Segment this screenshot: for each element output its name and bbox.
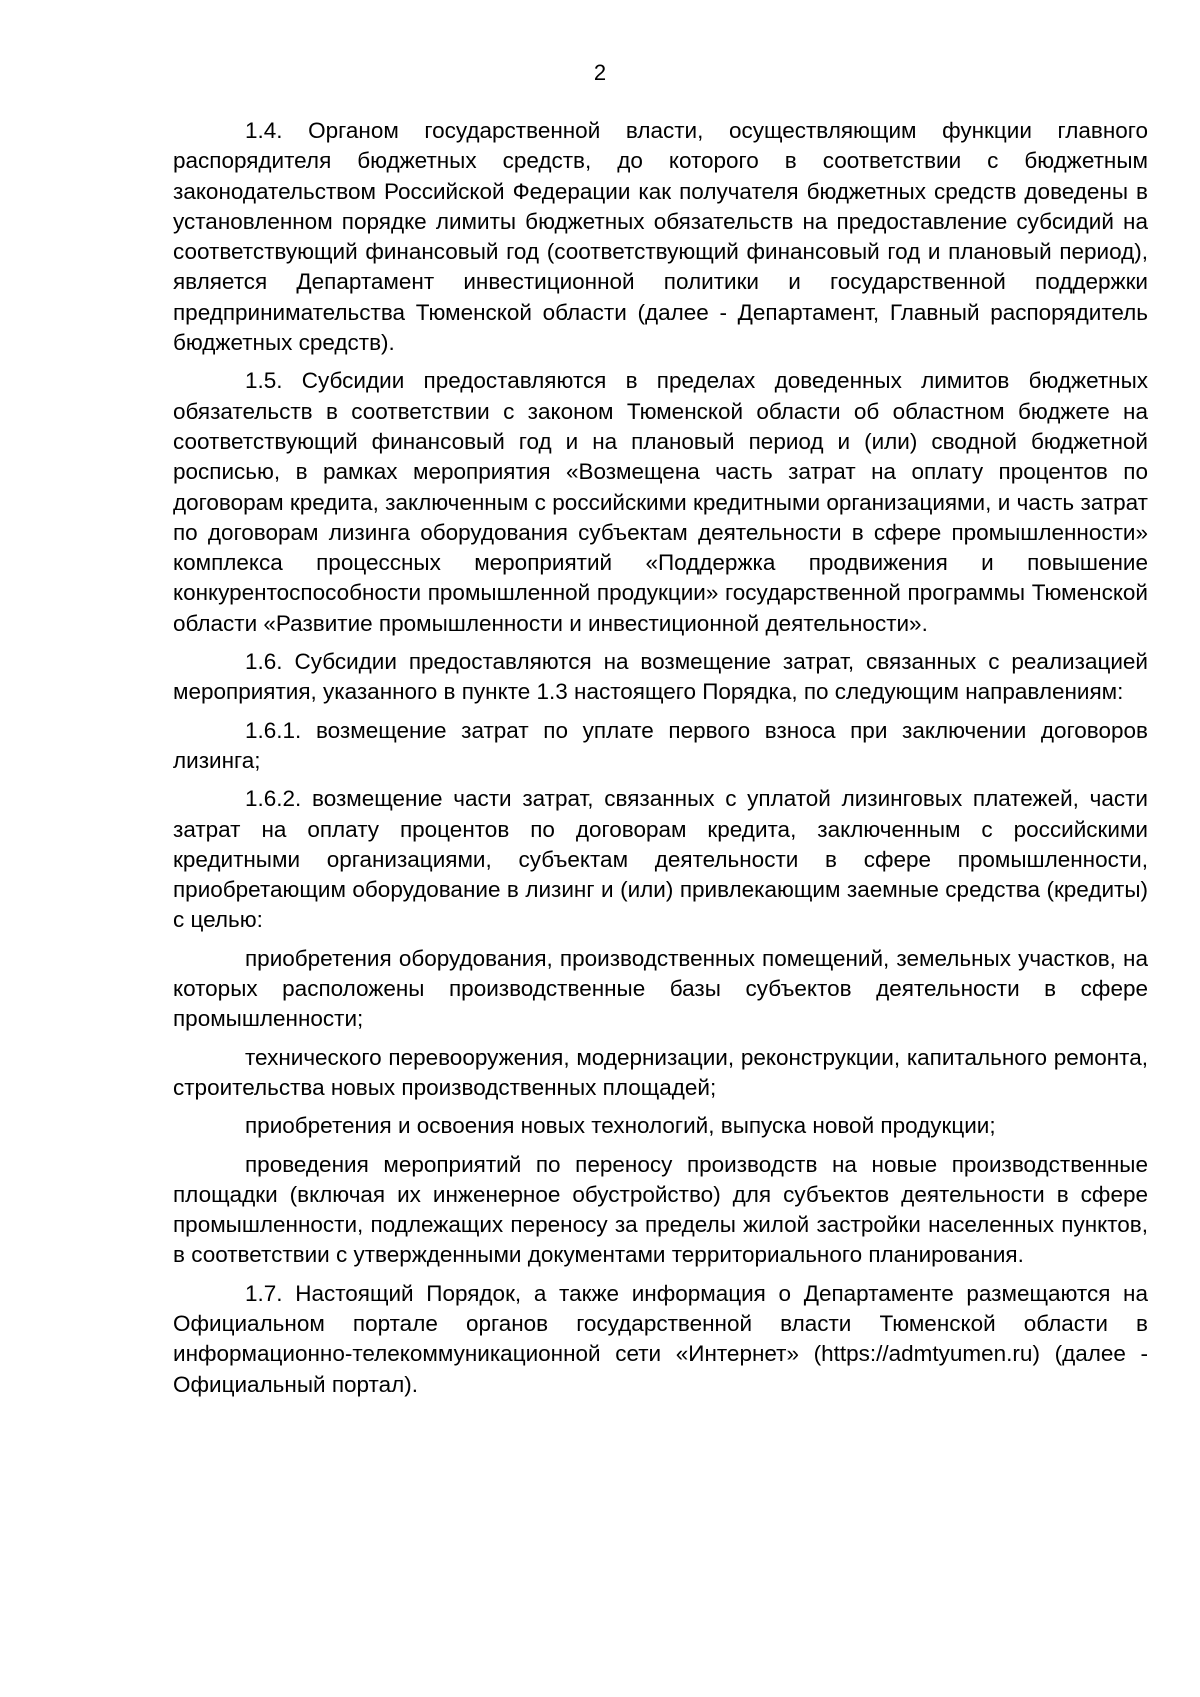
paragraph-1-7: 1.7. Настоящий Порядок, а также информация о Департаменте размещаются на Официальном портале органов государственной власти Тюменской области в информационно-телекоммуникационной сети «Интернет» (https://admtyumen.ru) (далее - Официальный портал). [173,1280,1148,1397]
paragraph-1-5: 1.5. Субсидии предоставляются в пределах доведенных лимитов бюджетных обязательств в соответствии с законом Тюменской области об областном бюджете на соответствующий финансовый год и на плановый период и (или) сводной бюджетной росписью, в рамках мероприятия «Возмещена часть затрат на оплату процентов по договорам кредита, заключенным с российскими кредитными организациями, и часть затрат по договорам лизинга оборудования субъектам деятельности в сфере промышленности» комплекса процессных мероприятий «Поддержка продвижения и повышение конкурентоспособности промышленной продукции» государственной программы Тюменской области «Развитие промышленности и инвестиционной деятельности». [173,368,1148,636]
paragraph-1-4: 1.4. Органом государственной власти, осуществляющим функции главного распорядителя бюджетных средств, до которого в соответствии с бюджетным законодательством Российской Федерации как получателя бюджетных средств доведены в установленном порядке лимиты бюджетных обязательств на предоставление субсидий на соответствующий финансовый год (соответствующий финансовый год и плановый период), является Департамент инвестиционной политики и государственной поддержки предпринимательства Тюменской области (далее - Департамент, Главный распорядитель бюджетных средств). [173,118,1148,356]
page-number: 2 [593,60,607,85]
list-item-relocation: проведения мероприятий по переносу производств на новые производственные площадки (включая их инженерное обустройство) для субъектов деятельности в сфере промышленности, подлежащих переносу за пределы жилой застройки населенных пунктов, в соответствии с утвержденными документами территориального планирования. [173,1151,1148,1268]
paragraph-1-6-2: 1.6.2. возмещение части затрат, связанных с уплатой лизинговых платежей, части затрат на оплату процентов по договорам кредита, заключенным с российскими кредитными организациями, субъектам деятельности в сфере промышленности, приобретающим оборудование в лизинг и (или) привлекающим заемные средства (кредиты) с целью: [173,786,1148,933]
list-item-acquisition: приобретения оборудования, производственных помещений, земельных участков, на которых расположены производственные базы субъектов деятельности в сфере промышленности; [173,945,1148,1032]
list-item-new-technologies: приобретения и освоения новых технологий, выпуска новой продукции; [245,1113,996,1139]
document-body [173,116,1148,1408]
paragraph-1-6: 1.6. Субсидии предоставляются на возмещение затрат, связанных с реализацией мероприятия, указанного в пункте 1.3 настоящего Порядка, по следующим направлениям: [173,649,1148,705]
paragraph-1-6-1: 1.6.1. возмещение затрат по уплате первого взноса при заключении договоров лизинга; [173,717,1148,773]
list-item-modernization: технического перевооружения, модернизации, реконструкции, капитального ремонта, строительства новых производственных площадей; [173,1044,1148,1100]
